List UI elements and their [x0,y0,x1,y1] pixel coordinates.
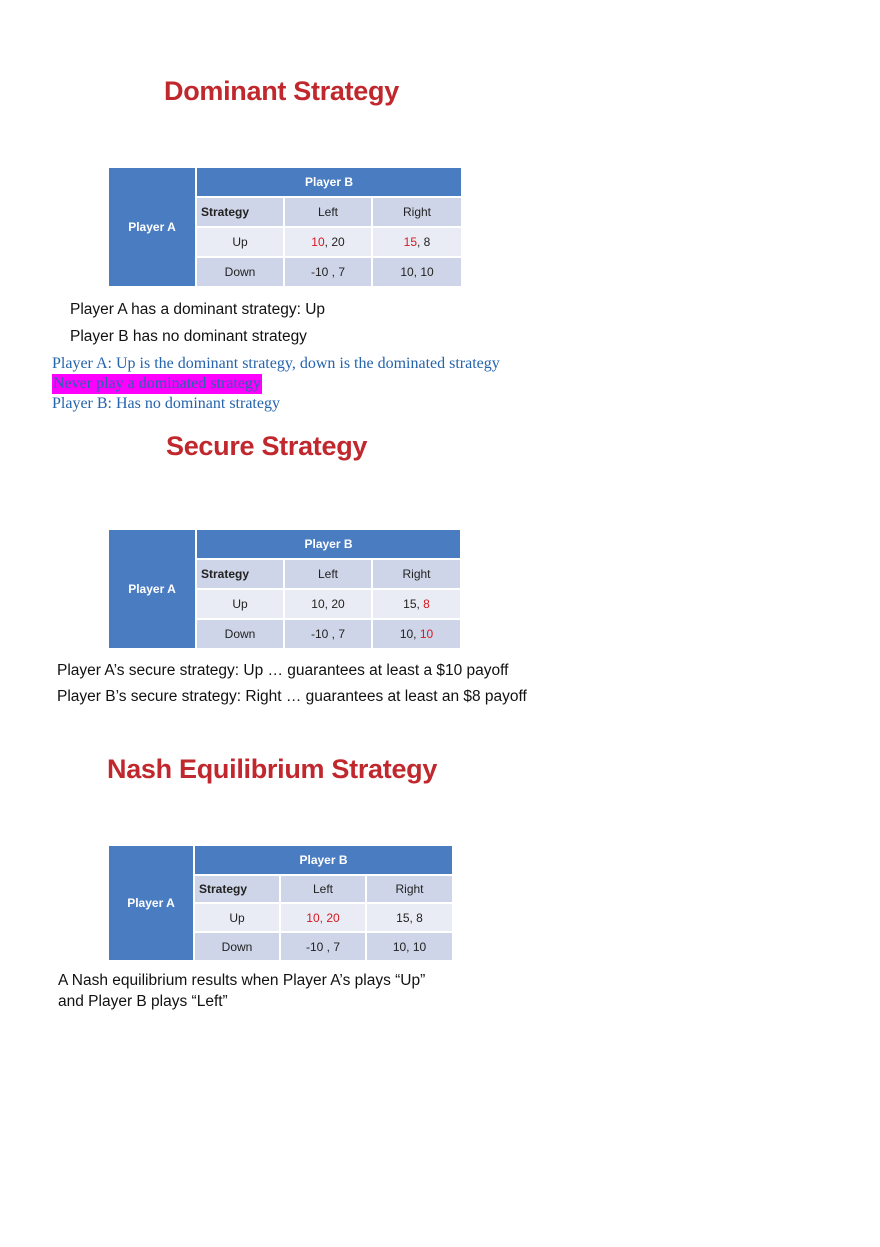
dominant-line-1: Player A has a dominant strategy: Up [70,301,326,318]
cell-down-left: -10 , 7 [284,257,372,287]
cell-up-right: 15, 8 [372,589,461,619]
nash-payoff-table [107,844,454,962]
cell-up-left: 10, 20 [280,903,366,932]
secure-line-2: Player B’s secure strategy: Right … guarantees at least an $8 payoff [57,688,527,705]
col-right-header: Right [366,875,453,903]
strategy-header: Strategy [196,559,284,589]
note-line-2-highlighted: Never play a dominated strategy [53,375,261,392]
player-a-label: Player A [108,845,194,961]
cell-up-left: 10, 20 [284,589,372,619]
col-right-header: Right [372,559,461,589]
row-down-label: Down [196,257,284,287]
cell-up-right: 15, 8 [372,227,462,257]
note-line-1: Player A: Up is the dominant strategy, down is the dominated strategy [52,355,500,372]
player-b-label: Player B [196,529,461,559]
secure-payoff-table [107,528,462,650]
secure-line-1: Player A’s secure strategy: Up … guarantees at least a $10 payoff [57,662,509,679]
dominant-line-2: Player B has no dominant strategy [70,328,307,345]
player-a-label: Player A [108,167,196,287]
cell-up-right: 15, 8 [366,903,453,932]
player-b-label: Player B [196,167,462,197]
cell-down-right: 10, 10 [372,619,461,649]
cell-down-right: 10, 10 [372,257,462,287]
dominant-strategy-title: Dominant Strategy [164,76,399,106]
col-left-header: Left [284,197,372,227]
row-up-label: Up [196,589,284,619]
nash-equilibrium-title: Nash Equilibrium Strategy [107,754,438,784]
strategy-header: Strategy [196,197,284,227]
cell-down-left: -10 , 7 [284,619,372,649]
note-line-3: Player B: Has no dominant strategy [52,395,280,412]
col-right-header: Right [372,197,462,227]
row-down-label: Down [196,619,284,649]
nash-line-1: A Nash equilibrium results when Player A’s plays “Up” [58,972,426,989]
player-a-label: Player A [108,529,196,649]
strategy-header: Strategy [194,875,280,903]
cell-down-left: -10 , 7 [280,932,366,961]
row-up-label: Up [196,227,284,257]
row-down-label: Down [194,932,280,961]
col-left-header: Left [284,559,372,589]
cell-up-left: 10, 20 [284,227,372,257]
nash-line-2: and Player B plays “Left” [58,993,228,1010]
cell-down-right: 10, 10 [366,932,453,961]
player-b-label: Player B [194,845,453,875]
secure-strategy-title: Secure Strategy [166,431,368,461]
row-up-label: Up [194,903,280,932]
dominant-payoff-table [107,166,463,288]
col-left-header: Left [280,875,366,903]
